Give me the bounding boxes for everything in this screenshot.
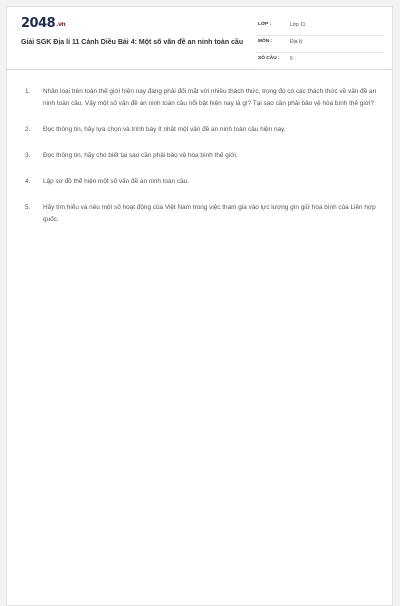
logo-suffix-text: .vn [56, 21, 66, 28]
meta-value-class: Lớp 11 [290, 22, 306, 28]
document-title: Giải SGK Địa lí 11 Cánh Diều Bài 4: Một số vấn đề an ninh toàn cầu [21, 39, 244, 46]
question-item [25, 124, 377, 136]
question-item [25, 176, 377, 188]
question-item [25, 86, 377, 110]
meta-value-subject: Địa lý [290, 39, 303, 45]
meta-label-class: LỚP : [258, 22, 272, 27]
question-text: Đọc thông tin, hãy cho biết tại sao cần phải bảo vệ hòa bình thế giới. [43, 152, 238, 159]
document-page [6, 6, 393, 606]
question-number: 5. [25, 204, 31, 211]
question-number: 1. [25, 88, 31, 95]
meta-value-count: 5 [290, 56, 293, 62]
question-text: Nhân loại trên toàn thế giới hiện nay đang phải đối mặt với nhiều thách thức, trong đó có các thách thức về vấn đề an ninh toàn cầu. Vậy một số vấn đề an ninh toàn cầu nổi bật hiện nay là gì? Tại sao cần phải bảo vệ hòa bình thế giới? [43, 88, 377, 107]
meta-label-count: SỐ CÂU : [258, 56, 280, 61]
question-number: 3. [25, 152, 31, 159]
meta-row-class [256, 19, 384, 36]
meta-row-count [256, 53, 384, 70]
logo-main-text: 2048 [21, 16, 56, 31]
question-item [25, 202, 377, 226]
site-logo[interactable] [21, 16, 65, 31]
question-text: Đọc thông tin, hãy lựa chọn và trình bày ít nhất một vấn đề an ninh toàn cầu hiện nay. [43, 126, 286, 133]
question-number: 4. [25, 178, 31, 185]
document-header [7, 7, 392, 70]
question-text: Hãy tìm hiểu và nêu một số hoạt động của Việt Nam trong việc tham gia vào lực lượng gìn giữ hòa bình của Liên hợp quốc. [43, 204, 376, 223]
meta-label-subject: MÔN : [258, 39, 273, 44]
question-item [25, 150, 377, 162]
question-number: 2. [25, 126, 31, 133]
question-text: Lập sơ đồ thể hiện một số vấn đề an ninh toàn cầu. [43, 178, 189, 185]
question-list [25, 86, 377, 240]
meta-info [256, 19, 384, 70]
meta-row-subject [256, 36, 384, 53]
